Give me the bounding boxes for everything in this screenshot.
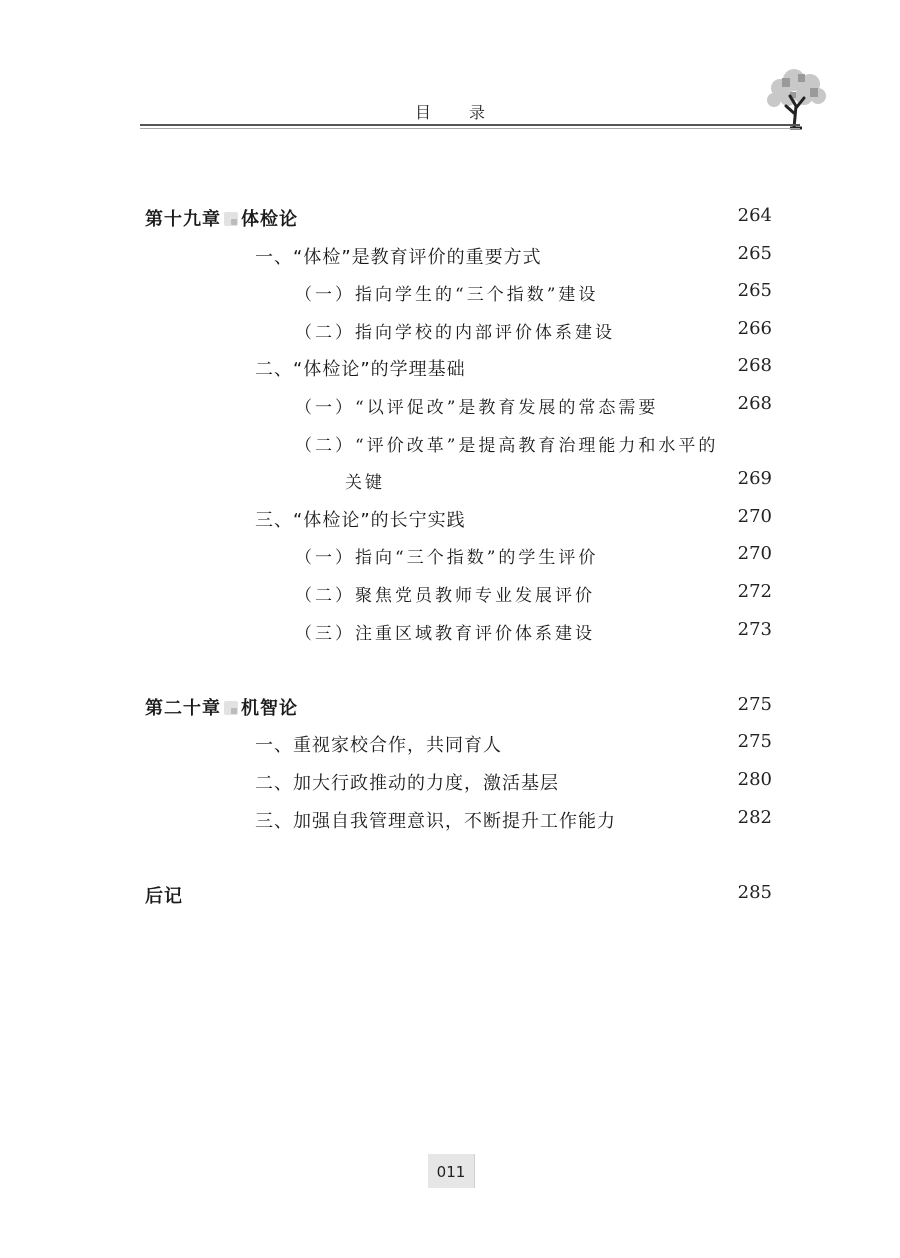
toc-page-number: 268 — [737, 392, 772, 414]
toc-entry-label: （三）注重区域教育评价体系建设 — [295, 623, 595, 644]
toc-chapter-20[interactable] — [0, 688, 900, 726]
toc-entry[interactable] — [0, 425, 900, 463]
page-header — [0, 0, 900, 140]
toc-entry-label: （一）“以评促改”是教育发展的常态需要 — [295, 397, 659, 418]
toc-entry-continuation[interactable] — [0, 462, 900, 500]
toc-entry[interactable] — [0, 349, 900, 387]
toc-entry[interactable] — [0, 725, 900, 763]
toc-page-number: 275 — [737, 731, 772, 753]
toc-entry-label: 一、重视家校合作，共同育人 — [255, 735, 502, 757]
section-spacer — [0, 838, 900, 876]
toc-entry[interactable] — [0, 763, 900, 801]
afterword-title: 后记 — [145, 885, 183, 907]
chapter-marker-icon — [224, 701, 238, 715]
toc-entry[interactable] — [0, 801, 900, 839]
toc-page-number: 264 — [737, 205, 772, 226]
toc-page-number: 273 — [737, 618, 772, 640]
toc-page-number: 270 — [737, 505, 772, 527]
toc-page-number: 268 — [737, 355, 772, 377]
toc-entry-label: （二）指向学校的内部评价体系建设 — [295, 322, 615, 343]
table-of-contents — [0, 199, 900, 913]
toc-page-number: 266 — [737, 317, 772, 339]
chapter-title: 机智论 — [241, 697, 298, 719]
toc-page-number: 272 — [737, 580, 772, 602]
toc-entry-label: （一）指向“三个指数”的学生评价 — [295, 548, 599, 569]
toc-entry[interactable] — [0, 237, 900, 275]
chapter-heading — [145, 205, 298, 231]
toc-page-number: 269 — [737, 468, 772, 490]
toc-entry[interactable] — [0, 575, 900, 613]
toc-page-number: 265 — [737, 242, 772, 264]
header-title: 目录 — [414, 103, 523, 122]
chapter-heading — [145, 694, 298, 720]
toc-entry-label: 一、“体检”是教育评价的重要方式 — [255, 246, 542, 268]
toc-entry[interactable] — [0, 613, 900, 651]
toc-entry-label: 三、加强自我管理意识，不断提升工作能力 — [255, 810, 616, 832]
toc-afterword[interactable] — [0, 876, 900, 914]
header-rule — [140, 124, 800, 126]
toc-page-number: 270 — [737, 543, 772, 565]
chapter-prefix: 第十九章 — [145, 209, 221, 230]
toc-entry[interactable] — [0, 312, 900, 350]
toc-entry[interactable] — [0, 387, 900, 425]
chapter-marker-icon — [224, 212, 238, 226]
toc-entry[interactable] — [0, 274, 900, 312]
toc-entry-label: 关键 — [345, 473, 385, 494]
toc-entry-label: 二、“体检论”的学理基础 — [255, 359, 466, 381]
toc-entry-label: 二、加大行政推动的力度，激活基层 — [255, 772, 559, 794]
toc-page-number: 280 — [737, 768, 772, 790]
folio-page-number: 011 — [428, 1154, 475, 1188]
toc-page-number: 275 — [737, 693, 772, 715]
chapter-title: 体检论 — [241, 209, 298, 230]
section-spacer — [0, 650, 900, 688]
toc-entry[interactable] — [0, 500, 900, 538]
toc-entry-label: （二）“评价改革”是提高教育治理能力和水平的 — [295, 435, 719, 456]
toc-page-number: 265 — [737, 280, 772, 302]
toc-entry-label: （一）指向学生的“三个指数”建设 — [295, 285, 599, 306]
chapter-prefix: 第二十章 — [145, 697, 221, 719]
header-rule-thin — [140, 128, 800, 129]
toc-entry-label: （二）聚焦党员教师专业发展评价 — [295, 585, 595, 606]
toc-entry[interactable] — [0, 537, 900, 575]
toc-entry-label: 三、“体检论”的长宁实践 — [255, 509, 466, 531]
toc-chapter-19[interactable] — [0, 199, 900, 237]
toc-page-number: 282 — [737, 806, 772, 828]
toc-page-number: 285 — [737, 881, 772, 903]
